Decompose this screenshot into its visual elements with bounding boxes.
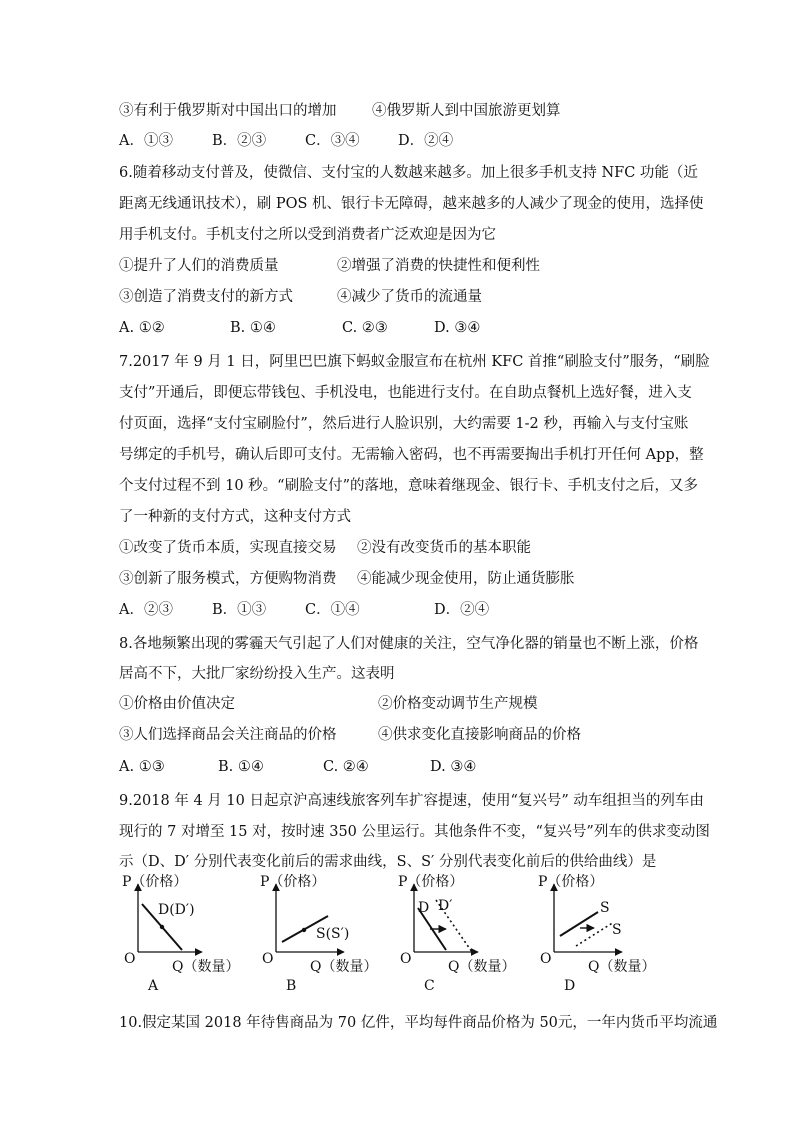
q7-stem-line-4: 号绑定的手机号，确认后即可支付。无需输入密码，也不再需要掏出手机打开任何 App，整	[119, 447, 704, 463]
q5-answer-b: B．②③	[212, 133, 267, 149]
q6-option-4: ④减少了货币的流通量	[337, 289, 482, 305]
q6-option-3: ③创造了消费支付的新方式	[119, 289, 293, 305]
origin-label: O	[124, 951, 136, 967]
q7-option-3: ③创新了服务模式，方便购物消费	[119, 571, 337, 587]
q5-answer-c: C．③④	[305, 133, 360, 149]
q7-stem-line-3: 付页面，选择“支付宝刷脸付”，然后进行人脸识别，大约需要 1-2 秒，再输入与支付宝账	[119, 416, 689, 432]
q7-stem-line-2: 支付”开通后，即便忘带钱包、手机没电，也能进行支付。在自助点餐机上选好餐，进入支	[119, 385, 692, 401]
q9-stem-line-1: 9.2018 年 4 月 10 日起京沪高速线旅客列车扩容提速，使用“复兴号” 动车组担当的列车由	[119, 793, 704, 809]
q5-answer-a: A．①③	[119, 133, 173, 149]
q8-stem-line-2: 居高不下，大批厂家纷纷投入生产。这表明	[119, 666, 395, 682]
graph-c	[388, 872, 528, 1002]
curve-label-before: D	[418, 900, 430, 916]
graph-letter: B	[286, 978, 297, 994]
q7-option-4: ④能减少现金使用，防止通货膨胀	[357, 571, 575, 587]
graph-a	[112, 872, 252, 1002]
curve-label: S(S′)	[316, 926, 350, 942]
q7-stem-line-5: 个支付过程不到 10 秒。“刷脸支付”的落地，意味着继现金、银行卡、手机支付之后，又多	[119, 478, 698, 494]
q8-option-4: ④供求变化直接影响商品的价格	[378, 727, 581, 743]
q7-option-1: ①改变了货币本质，实现直接交易	[119, 540, 337, 556]
origin-label: O	[262, 951, 274, 967]
q7-answer-c: C．①④	[305, 602, 360, 618]
q7-answer-b: B．①③	[212, 602, 267, 618]
q9-graphs	[112, 872, 672, 1002]
curve-point	[302, 928, 306, 932]
y-axis-label: P（价格）	[122, 874, 188, 890]
q7-option-2: ②没有改变货币的基本职能	[357, 540, 531, 556]
origin-label: O	[400, 951, 412, 967]
q5-answer-d: D．②④	[398, 133, 454, 149]
graph-b	[250, 872, 390, 1002]
q8-answer-b: B. ①④	[218, 759, 264, 775]
supply-curve-before	[560, 912, 598, 936]
y-axis-label: P（价格）	[260, 874, 326, 890]
q5-option-3: ③有利于俄罗斯对中国出口的增加	[119, 103, 337, 119]
q7-answer-d: D．②④	[434, 602, 490, 618]
q6-answer-a: A. ①②	[119, 320, 165, 336]
q7-stem-line-6: 了一种新的支付方式，这种支付方式	[119, 509, 351, 525]
y-axis-label: P（价格）	[398, 874, 464, 890]
q6-stem-line-2: 距离无线通讯技术），刷 POS 机、银行卡无障碍，越来越多的人减少了现金的使用，选择使	[119, 196, 704, 212]
q9-stem-line-3: 示（D、D′ 分别代表变化前后的需求曲线，S、S′ 分别代表变化前后的供给曲线）是	[119, 854, 657, 870]
curve-label-after: D′	[438, 898, 453, 914]
q5-option-4: ④俄罗斯人到中国旅游更划算	[372, 103, 561, 119]
q10-stem-line-1: 10.假定某国 2018 年待售商品为 70 亿件，平均每件商品价格为 50元，一年内货币平均流通	[119, 1015, 718, 1031]
q8-option-1: ①价格由价值决定	[119, 696, 235, 712]
graph-letter: C	[424, 978, 435, 994]
q6-option-2: ②增强了消费的快捷性和便利性	[337, 258, 540, 274]
q8-option-3: ③人们选择商品会关注商品的价格	[119, 727, 337, 743]
q6-stem-line-1: 6.随着移动支付普及，使微信、支付宝的人数越来越多。加上很多手机支持 NFC 功能（近	[119, 165, 698, 181]
curve-label-before: S	[600, 900, 610, 916]
x-axis-label: Q（数量）	[310, 959, 378, 975]
graph-letter: D	[564, 978, 576, 994]
graph-d	[528, 872, 668, 1002]
q8-stem-line-1: 8.各地频繁出现的雾霾天气引起了人们对健康的关注，空气净化器的销量也不断上涨，价格	[119, 636, 699, 652]
q6-stem-line-3: 用手机支付。手机支付之所以受到消费者广泛欢迎是因为它	[119, 227, 496, 243]
q6-answer-b: B. ①④	[230, 320, 276, 336]
curve-label: D(D′)	[158, 902, 195, 918]
q7-answer-a: A．②③	[119, 602, 173, 618]
q7-stem-line-1: 7.2017 年 9 月 1 日，阿里巴巴旗下蚂蚁金服宣布在杭州 KFC 首推“刷脸支付”服务，“刷脸	[119, 354, 710, 370]
graph-letter: A	[148, 978, 159, 994]
x-axis-label: Q（数量）	[448, 959, 516, 975]
supply-curve-after	[576, 922, 614, 946]
curve-label-after: S	[612, 922, 622, 938]
curve-point	[160, 925, 164, 929]
q8-answer-d: D. ③④	[430, 759, 477, 775]
q8-option-2: ②价格变动调节生产规模	[378, 696, 538, 712]
q8-answer-c: C. ②④	[323, 759, 369, 775]
q8-answer-a: A. ①③	[119, 759, 165, 775]
y-axis-label: P（价格）	[538, 874, 604, 890]
origin-label: O	[540, 951, 552, 967]
q6-option-1: ①提升了人们的消费质量	[119, 258, 279, 274]
q9-stem-line-2: 现行的 7 对增至 15 对，按时速 350 公里运行。其他条件不变，“复兴号”列车的供求变动图	[119, 824, 710, 840]
x-axis-label: Q（数量）	[172, 959, 240, 975]
q6-answer-d: D. ③④	[434, 320, 481, 336]
x-axis-label: Q（数量）	[588, 959, 656, 975]
q6-answer-c: C. ②③	[342, 320, 388, 336]
